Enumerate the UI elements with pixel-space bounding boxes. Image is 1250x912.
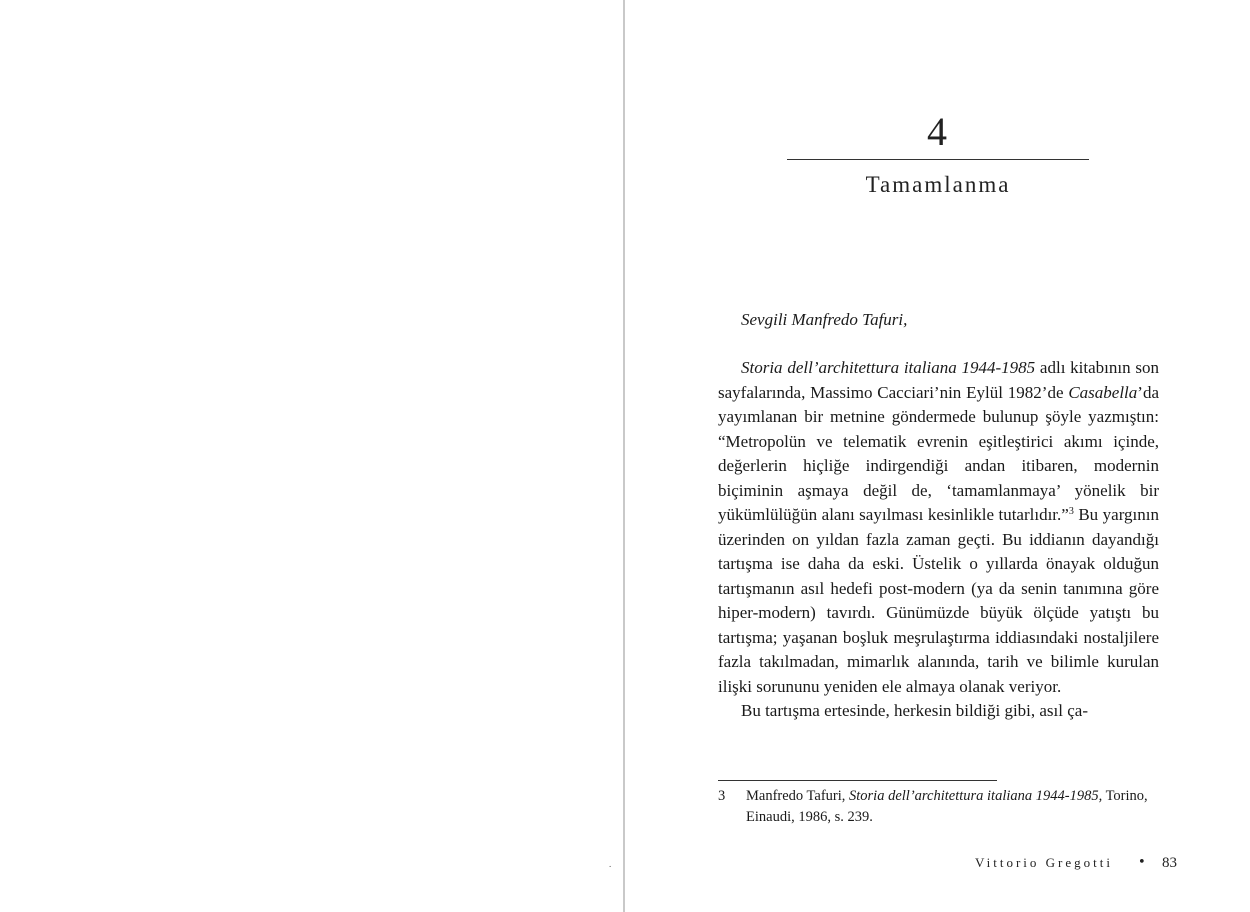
letter-salutation: Sevgili Manfredo Tafuri, (741, 310, 908, 329)
paragraph-1-part-3: Bu yargının üzerinden on yıldan fazla zaman geçti. Bu iddianın dayandığı tartışma ise daha da eski. Üstelik o yıllarda önayak olduğun tartışmanın asıl hedefi post-modern (ya da senin tanımına göre hiper-modern) tavırdı. Günümüzde büyük ölçüde yatıştı bu tartışma; yaşanan boşluk meşrulaştırma iddiasındaki nostaljilere fazla takılmadan, mimarlık alanında, tarih ve bilimle kurulan ilişki sorununu yeniden ele almaya olanak veriyor. (718, 505, 1159, 696)
paragraph-1-part-2: ’da yayımlanan bir metnine göndermede bulunup şöyle yazmıştın: “Metropolün ve telematik evrenin eşitleştirici akımı içinde, değerlerin hiçliğe indirgendiği andan itibaren, modernin biçiminin aşmaya değil de, ‘tamamlanmaya’ yönelik bir yükümlülüğün alanı sayılması kesinlikle tutarlıdır.” (718, 382, 1159, 524)
right-page (625, 0, 1250, 912)
magazine-name: Casabella (1068, 382, 1138, 402)
paragraph-2: Bu tartışma ertesinde, herkesin bildiği gibi, asıl ça- (741, 701, 1088, 720)
stray-mark: . (609, 859, 612, 869)
footnote-rule (718, 780, 997, 781)
footnote-author: Manfredo Tafuri, (746, 788, 850, 804)
footnote-text (746, 786, 1159, 828)
footnote-number: 3 (718, 788, 726, 804)
paragraph-1-part-1: adlı kitabının son sayfalarında, Massimo Cacciari’nin Eylül 1982’de (718, 358, 1159, 402)
chapter-title: Tamamlanma (865, 172, 1011, 197)
footer-bullet: • (1138, 855, 1146, 870)
footnote (718, 786, 1159, 828)
running-footer-author: Vittorio Gregotti (975, 855, 1113, 870)
footnote-reference[interactable]: 3 (1068, 506, 1074, 517)
paragraph-1 (718, 356, 1159, 699)
body-text (718, 356, 1159, 724)
footnote-publication: Torino, Einaudi, 1986, s. 239. (746, 788, 1148, 825)
chapter-rule (787, 159, 1089, 160)
left-page (0, 0, 623, 912)
page-number: 83 (1162, 855, 1177, 871)
chapter-number: 4 (927, 109, 947, 154)
book-title: Storia dell’architettura italiana 1944-1985 (741, 358, 1036, 377)
footnote-title: Storia dell’architettura italiana 1944-1985, (849, 788, 1103, 804)
